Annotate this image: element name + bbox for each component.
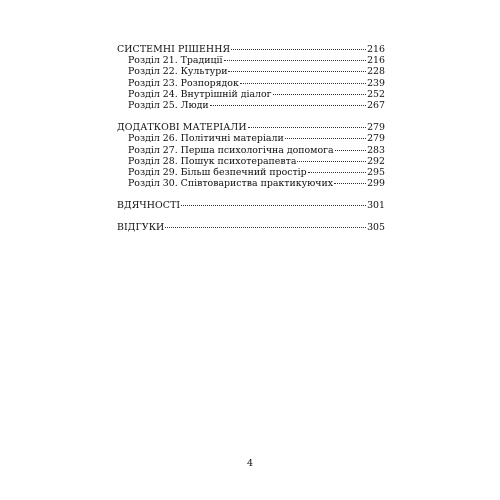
toc-page-number: 299 [367, 178, 385, 190]
dot-leader [334, 183, 366, 184]
toc-heading-label: ДОДАТКОВІ МАТЕРІАЛИ [117, 122, 247, 134]
dot-leader [228, 71, 366, 72]
toc-page-number: 267 [367, 99, 385, 111]
toc-entry-label: Розділ 28. Пошук психотерапевта [128, 155, 297, 167]
dot-leader [231, 49, 366, 50]
toc-heading-label: ВДЯЧНОСТІ [117, 200, 181, 212]
toc-entry-label: Розділ 21. Традиції [128, 55, 223, 67]
toc-heading-row[interactable] [117, 44, 385, 55]
dot-leader [210, 105, 366, 106]
dot-leader [273, 94, 367, 95]
toc-heading-label: ВІДГУКИ [117, 222, 165, 234]
dot-leader [335, 150, 366, 151]
toc-entry-row[interactable] [117, 133, 385, 144]
dot-leader [297, 161, 366, 162]
toc-page-number: 216 [367, 55, 385, 67]
toc-entry-row[interactable] [117, 178, 385, 189]
dot-leader [181, 205, 366, 206]
toc-page-number: 283 [367, 144, 385, 156]
toc-heading-row[interactable] [117, 122, 385, 133]
toc-entry-row[interactable] [117, 100, 385, 111]
toc-entry-label: Розділ 27. Перша психологічна допомога [128, 144, 334, 156]
toc-page-number: 228 [367, 66, 385, 78]
toc-page-number: 216 [367, 44, 385, 55]
toc-page-number: 295 [367, 166, 385, 178]
toc-entry-label: Розділ 22. Культури [128, 66, 228, 78]
toc-heading-row[interactable] [117, 200, 385, 211]
toc-entry-row[interactable] [117, 89, 385, 100]
toc-page-number: 239 [367, 77, 385, 89]
toc-page-number: 292 [367, 155, 385, 167]
dot-leader [165, 227, 366, 228]
toc-entry-row[interactable] [117, 156, 385, 167]
dot-leader [240, 83, 366, 84]
toc-page-number: 301 [367, 200, 385, 212]
toc-heading-label: СИСТЕМНІ РІШЕННЯ [117, 44, 231, 55]
toc-section-acknowledgements [117, 200, 385, 211]
toc-page-number: 305 [367, 222, 385, 234]
dot-leader [248, 127, 366, 128]
toc-page-number: 279 [367, 133, 385, 145]
toc-entry-label: Розділ 23. Розпорядок [128, 77, 239, 89]
dot-leader [308, 172, 366, 173]
toc-entry-label: Розділ 30. Співтовариства практикуючих [128, 178, 333, 190]
page-number: 4 [246, 458, 254, 469]
dot-leader [285, 138, 366, 139]
toc-section-system-solutions [117, 44, 385, 111]
toc-section-reviews [117, 222, 385, 233]
toc-entry-row[interactable] [117, 66, 385, 77]
toc-entry-row[interactable] [117, 78, 385, 89]
toc-page-number: 252 [367, 88, 385, 100]
toc-entry-label: Розділ 25. Люди [128, 99, 209, 111]
toc-entry-row[interactable] [117, 55, 385, 66]
toc-entry-label: Розділ 26. Політичні матеріали [128, 133, 284, 145]
toc-heading-row[interactable] [117, 222, 385, 233]
toc-page-number: 279 [367, 122, 385, 134]
toc-entry-row[interactable] [117, 145, 385, 156]
table-of-contents [117, 44, 385, 245]
toc-entry-label: Розділ 24. Внутрішній діалог [128, 88, 272, 100]
toc-entry-label: Розділ 29. Більш безпечний простір [128, 166, 307, 178]
toc-entry-row[interactable] [117, 167, 385, 178]
dot-leader [224, 60, 367, 61]
toc-section-additional-materials [117, 122, 385, 189]
